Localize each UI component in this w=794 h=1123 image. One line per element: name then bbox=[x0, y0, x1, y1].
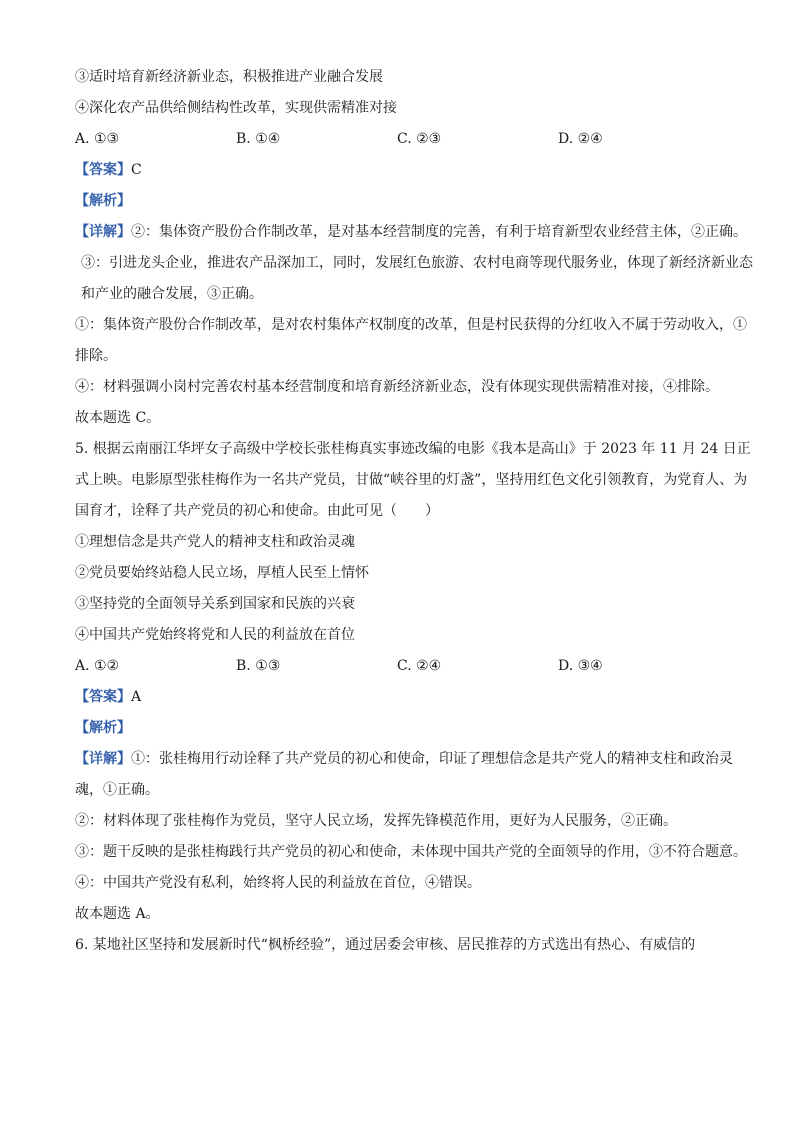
page-content bbox=[75, 62, 755, 961]
q5-detail-4: ④：中国共产党没有私利，始终将人民的利益放在首位，④错误。 bbox=[75, 875, 481, 891]
q5-item-2: ②党员要始终站稳人民立场，厚植人民至上情怀 bbox=[75, 565, 369, 581]
q4-answer: C bbox=[131, 162, 142, 178]
q5-option-a: A. ①② bbox=[75, 658, 120, 674]
q4-options bbox=[75, 124, 755, 155]
q4-option-a: A. ①③ bbox=[75, 131, 120, 147]
q5-option-d: D. ③④ bbox=[558, 658, 603, 674]
q4-detail-3: ①：集体资产股份合作制改革，是对农村集体产权制度的改革，但是村民获得的分红收入不属于劳动收入，①排除。 bbox=[75, 317, 747, 364]
q5-answer-line bbox=[75, 682, 755, 713]
q5-detail-2: ②：材料体现了张桂梅作为党员，坚守人民立场，发挥先锋模范作用，更好为人民服务，②正确。 bbox=[75, 813, 677, 829]
q4-option-c: C. ②③ bbox=[397, 131, 442, 147]
q4-detail-2: ③：引进龙头企业，推进农产品深加工，同时，发展红色旅游、农村电商等现代服务业，体现了新经济新业态和产业的融合发展，③正确。 bbox=[81, 255, 753, 302]
q4-answer-tag: 【答案】 bbox=[75, 162, 131, 178]
q5-detail-1-text: ①：张桂梅用行动诠释了共产党员的初心和使命，印证了理想信念是共产党人的精神支柱和政治灵魂，①正确。 bbox=[75, 751, 733, 798]
q5-option-b: B. ①③ bbox=[236, 658, 281, 674]
q4-answer-line bbox=[75, 155, 755, 186]
q5-analysis-tag: 【解析】 bbox=[75, 720, 131, 736]
q4-option-b: B. ①④ bbox=[236, 131, 281, 147]
q4-analysis-tag: 【解析】 bbox=[75, 193, 131, 209]
q4-conclusion: 故本题选 C。 bbox=[75, 410, 161, 426]
q5-item-4: ④中国共产党始终将党和人民的利益放在首位 bbox=[75, 627, 355, 643]
q5-item-3: ③坚持党的全面领导关系到国家和民族的兴衰 bbox=[75, 596, 355, 612]
q5-conclusion: 故本题选 A。 bbox=[75, 906, 160, 922]
q5-answer: A bbox=[131, 689, 142, 705]
q4-detail-1-text: ②：集体资产股份合作制改革，是对基本经营制度的完善，有利于培育新型农业经营主体，②正确。 bbox=[131, 224, 747, 240]
q4-analysis-line bbox=[75, 186, 755, 217]
q4-item-3: ③适时培育新经济新业态，积极推进产业融合发展 bbox=[75, 69, 383, 85]
q4-item-4: ④深化农产品供给侧结构性改革，实现供需精准对接 bbox=[75, 100, 397, 116]
q5-answer-tag: 【答案】 bbox=[75, 689, 131, 705]
q5-detail-1 bbox=[75, 744, 755, 806]
q5-detail-tag: 【详解】 bbox=[75, 751, 131, 767]
q4-detail-tag: 【详解】 bbox=[75, 224, 131, 240]
q4-option-d: D. ②④ bbox=[558, 131, 603, 147]
q5-analysis-line bbox=[75, 713, 755, 744]
q5-option-c: C. ②④ bbox=[397, 658, 442, 674]
q6-stem: 6. 某地社区坚持和发展新时代“枫桥经验”，通过居委会审核、居民推荐的方式选出有热心、有威信的 bbox=[75, 937, 696, 953]
q5-item-1: ①理想信念是共产党人的精神支柱和政治灵魂 bbox=[75, 534, 355, 550]
q5-options bbox=[75, 651, 755, 682]
q5-stem: 5. 根据云南丽江华坪女子高级中学校长张桂梅真实事迹改编的电影《我本是高山》于 2023 年 11 月 24 日正式上映。电影原型张桂梅作为一名共产党员，甘做“峡谷里的灯盏”，坚持用红色文化引领教育，为党育人、为国育才，诠释了共产党员的初心和使命。由此可见（ ） bbox=[75, 441, 751, 519]
q5-detail-3: ③：题干反映的是张桂梅践行共产党员的初心和使命，未体现中国共产党的全面领导的作用，③不符合题意。 bbox=[75, 844, 747, 860]
q4-detail-1 bbox=[75, 217, 755, 248]
q4-detail-4: ④：材料强调小岗村完善农村基本经营制度和培育新经济新业态，没有体现实现供需精准对接，④排除。 bbox=[75, 379, 719, 395]
